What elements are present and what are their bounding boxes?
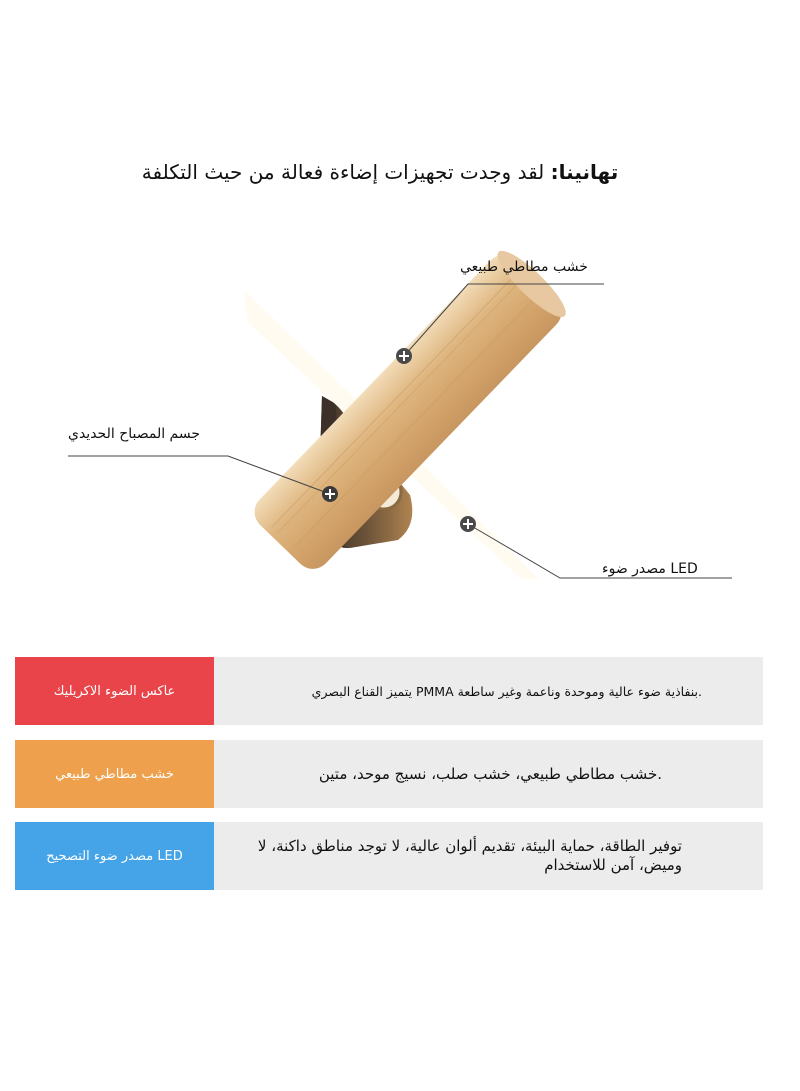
feature-tag: LED مصدر ضوء التصحيح [15,822,214,890]
callout-natural-rubber-wood: خشب مطاطي طبيعي [460,259,588,275]
callout-led-source: LED مصدر ضوء [602,561,698,577]
feature-description [214,822,763,890]
plus-icon[interactable] [396,348,412,364]
lamp-wood-tube [247,243,573,576]
feature-tag: خشب مطاطي طبيعي [15,740,214,808]
feature-description [214,740,763,808]
feature-description-text: توفير الطاقة، حماية البيئة، تقديم ألوان عالية، لا توجد مناطق داكنة، لا وميض، آمن للاستخدام [257,837,682,874]
feature-row-acrylic [15,657,763,725]
callout-iron-lamp-body: جسم المصباح الحديدي [68,426,201,442]
feature-description-text: .خشب مطاطي طبيعي، خشب صلب، نسيج موحد، متين [318,765,662,783]
feature-tag: عاكس الضوء الاكريليك [15,657,214,725]
feature-description-text: .بنفاذية ضوء عالية وموحدة وناعمة وغير ساطعة PMMA يتميز القناع البصري [311,683,702,699]
plus-icon[interactable] [460,516,476,532]
title-rest: لقد وجدت تجهيزات إضاءة فعالة من حيث التكلفة [141,160,551,184]
feature-row-wood [15,740,763,808]
feature-description [214,657,763,725]
title-bold: تهانينا: [550,160,619,184]
plus-icon[interactable] [322,486,338,502]
feature-row-led [15,822,763,890]
